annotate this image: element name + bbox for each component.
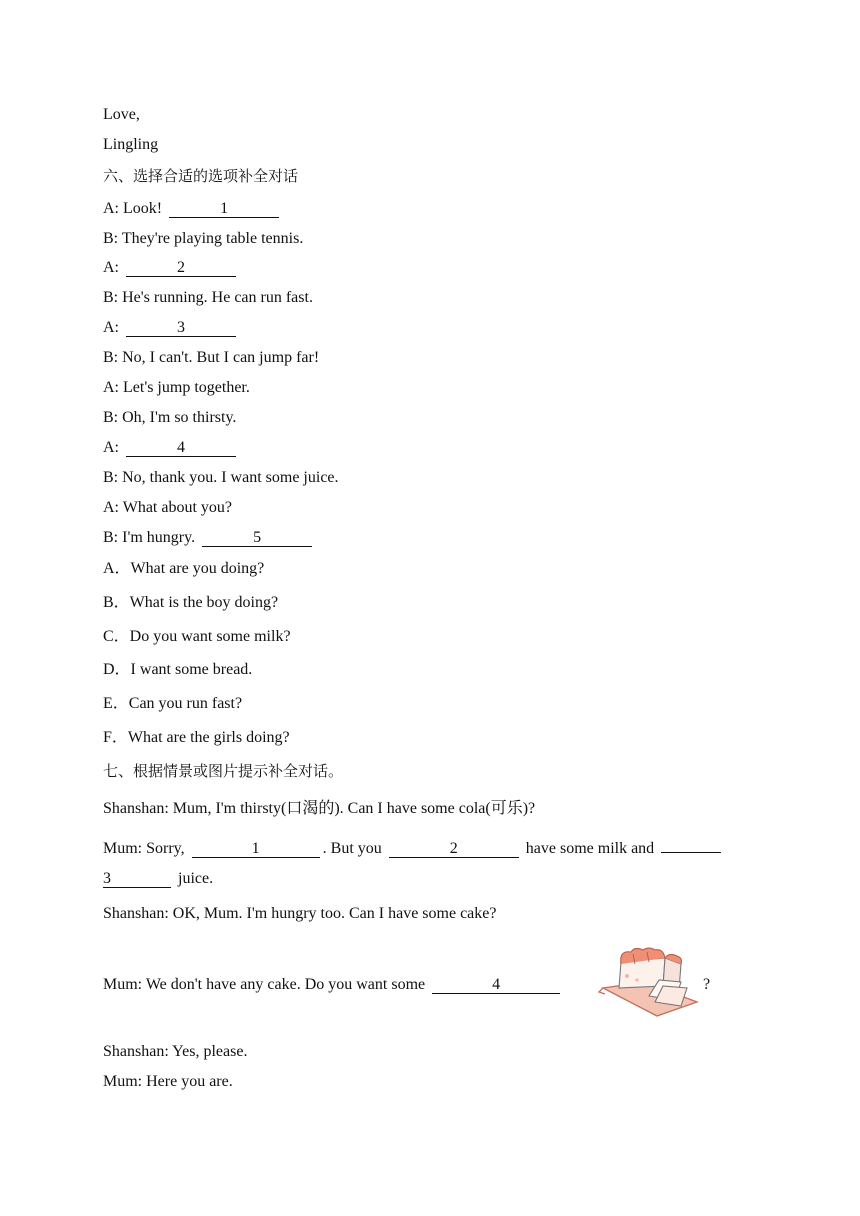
dialogue-line: A: Let's jump together. — [103, 379, 250, 396]
section7-heading: 七、根据情景或图片提示补全对话。 — [103, 762, 344, 780]
letter-signature: Lingling — [103, 136, 159, 153]
option-c: C．Do you want some milk? — [103, 628, 291, 645]
dialogue-line: B: I'm hungry. 5 — [103, 528, 315, 548]
option-f: F．What are the girls doing? — [103, 729, 290, 746]
answer-blank-3[interactable]: 3 — [126, 319, 236, 337]
dialogue-line: 3 juice. — [103, 870, 214, 887]
letter-closing: Love, — [103, 106, 140, 123]
answer-blank-1[interactable]: 1 — [169, 200, 279, 218]
dialogue-line: B: No, I can't. But I can jump far! — [103, 349, 320, 366]
answer-blank-3[interactable]: 3 — [103, 870, 171, 888]
dialogue-line: B: He's running. He can run fast. — [103, 289, 313, 306]
section6-heading: 六、选择合适的选项补全对话 — [103, 167, 299, 185]
dialogue-line: A: 4 — [103, 438, 239, 458]
dialogue-line: B: Oh, I'm so thirsty. — [103, 409, 237, 426]
dialogue-line: Shanshan: OK, Mum. I'm hungry too. Can I have some cake? — [103, 905, 497, 922]
answer-blank-4[interactable]: 4 — [126, 439, 236, 457]
answer-blank-1[interactable]: 1 — [192, 840, 320, 858]
answer-blank-4[interactable]: 4 — [432, 976, 560, 994]
dialogue-line: Shanshan: Yes, please. — [103, 1043, 248, 1060]
answer-blank-2[interactable]: 2 — [126, 259, 236, 277]
dialogue-line: Mum: Sorry, 1 . But you 2 have some milk and — [103, 839, 724, 859]
bread-loaf-illustration — [597, 944, 701, 1020]
option-d: D．I want some bread. — [103, 661, 253, 678]
dialogue-line: A: 3 — [103, 318, 239, 338]
dialogue-line: B: They're playing table tennis. — [103, 230, 304, 247]
option-e: E．Can you run fast? — [103, 695, 243, 712]
option-a: A．What are you doing? — [103, 560, 265, 577]
dialogue-line: Shanshan: Mum, I'm thirsty(口渴的). Can I have some cola(可乐)? — [103, 800, 536, 817]
question-mark: ? — [703, 976, 711, 993]
dialogue-line: Mum: We don't have any cake. Do you want some 4 — [103, 975, 563, 995]
answer-blank-5[interactable]: 5 — [202, 529, 312, 547]
dialogue-line: B: No, thank you. I want some juice. — [103, 469, 339, 486]
dialogue-line: A: What about you? — [103, 499, 233, 516]
answer-blank-3-start[interactable] — [661, 852, 721, 853]
option-b: B．What is the boy doing? — [103, 594, 279, 611]
dialogue-line: A: Look! 1 — [103, 199, 282, 219]
answer-blank-2[interactable]: 2 — [389, 840, 519, 858]
dialogue-line: Mum: Here you are. — [103, 1073, 233, 1090]
dialogue-line: A: 2 — [103, 258, 239, 278]
